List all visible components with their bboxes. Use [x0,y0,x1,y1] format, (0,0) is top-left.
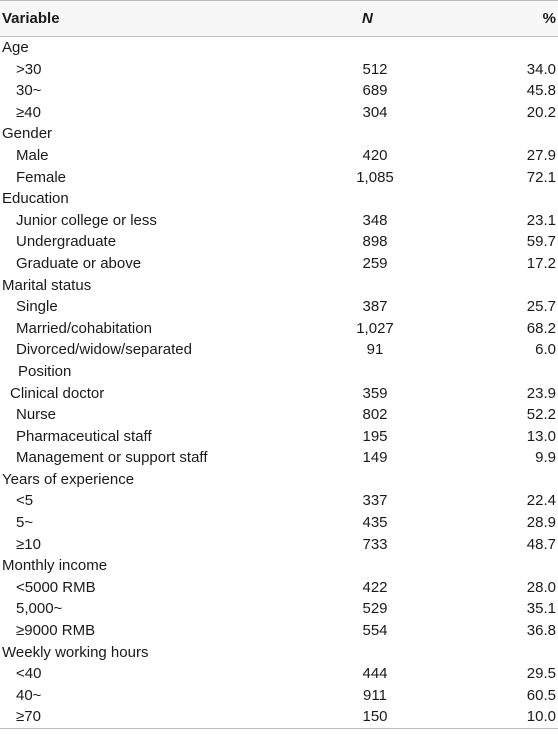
table-row [0,620,558,642]
row-n: 149 [362,449,388,467]
row-n: 444 [362,665,388,683]
row-label: Weekly working hours [2,643,149,661]
row-label: Age [2,39,29,56]
row-percent: 20.2 [526,103,556,121]
row-n: 337 [362,492,388,510]
row-n: 733 [362,535,388,553]
table-row [0,188,558,210]
row-label: Graduate or above [16,254,142,272]
row-n: 348 [362,211,388,229]
row-n: 529 [362,600,388,618]
row-n: 1,085 [356,168,394,186]
row-label: Male [16,146,49,164]
row-label: ≥40 [16,103,41,121]
table-row [0,231,558,253]
header-variable: Variable [2,10,60,27]
row-label: Nurse [16,406,57,424]
row-percent: 23.9 [526,384,556,402]
table-row [0,145,558,167]
row-percent: 36.8 [526,622,556,640]
row-percent: 68.2 [526,319,556,337]
table-row [0,685,558,707]
row-percent: 10.0 [526,708,556,726]
table-row [0,275,558,297]
row-label: 40~ [16,686,42,704]
row-label: Junior college or less [16,211,157,229]
table-row [0,80,558,102]
row-label: 5~ [16,514,34,532]
table-row [0,123,558,145]
row-label: 5,000~ [16,600,63,618]
table-row [0,426,558,448]
row-n: 898 [362,233,388,251]
row-percent: 59.7 [526,233,556,251]
row-percent: 27.9 [526,146,556,164]
table-row [0,296,558,318]
row-label: Married/cohabitation [16,319,152,337]
row-label: Undergraduate [16,233,117,251]
row-percent: 17.2 [526,254,556,272]
header-percent: % [542,10,556,27]
row-label: Pharmaceutical staff [16,427,152,445]
row-percent: 28.0 [526,578,556,596]
table-row [0,490,558,512]
row-percent: 45.8 [526,82,556,100]
table-row [0,383,558,405]
table-row [0,555,558,577]
table-row [0,469,558,491]
row-percent: 35.1 [526,600,556,618]
table-row [0,598,558,620]
row-percent: 52.2 [526,406,556,424]
row-n: 422 [362,578,388,596]
row-n: 512 [362,60,388,78]
row-label: >30 [16,60,42,78]
table-row [0,210,558,232]
row-label: Marital status [2,276,92,294]
row-label: Divorced/widow/separated [16,341,192,359]
row-label: Female [16,168,67,186]
row-percent: 60.5 [526,686,556,704]
table-row [0,642,558,664]
row-percent: 34.0 [526,60,556,78]
table-row [0,361,558,383]
row-label: ≥70 [16,708,41,726]
table-row [0,663,558,685]
row-label: <5000 RMB [16,578,96,596]
row-n: 420 [362,146,388,164]
row-label: <40 [16,665,42,683]
row-n: 304 [362,103,388,121]
row-percent: 22.4 [526,492,556,510]
row-label: Years of experience [2,470,135,488]
row-n: 554 [362,622,388,640]
row-label: ≥9000 RMB [16,622,96,640]
row-label: ≥10 [16,535,41,553]
row-label: Single [16,298,58,316]
row-percent: 25.7 [526,298,556,316]
table-row [0,706,558,728]
row-n: 259 [362,254,388,272]
row-label: Education [2,190,69,208]
row-percent: 6.0 [535,341,556,359]
row-n: 911 [363,686,387,704]
row-label: Management or support staff [16,449,208,467]
row-percent: 29.5 [526,665,556,683]
row-label: Gender [2,125,53,143]
row-label: Position [18,362,72,380]
row-label: Monthly income [2,557,108,575]
table-header [0,0,558,37]
row-percent: 9.9 [535,449,556,467]
row-label: 30~ [16,82,42,100]
table-row [0,102,558,124]
header-n: N [362,10,373,27]
row-percent: 48.7 [526,535,556,553]
table-row [0,404,558,426]
row-percent: 13.0 [526,427,556,445]
row-n: 802 [362,406,388,424]
row-percent: 28.9 [526,514,556,532]
row-n: 195 [362,427,388,445]
row-n: 435 [362,514,388,532]
table-row [0,318,558,340]
row-label: <5 [16,492,34,510]
row-n: 689 [362,82,388,100]
table-row [0,512,558,534]
table-row [0,59,558,81]
table-row [0,534,558,556]
row-n: 387 [362,298,388,316]
table-body [0,37,558,729]
table-row [0,577,558,599]
row-n: 150 [362,708,388,726]
table-row [0,167,558,189]
row-label: Clinical doctor [10,384,105,402]
row-n: 359 [362,384,388,402]
table-row [0,339,558,361]
row-percent: 23.1 [526,211,556,229]
table-row [0,447,558,469]
table-row [0,253,558,275]
row-n: 91 [366,341,384,359]
row-percent: 72.1 [526,168,556,186]
row-n: 1,027 [356,319,394,337]
table-row [0,37,558,59]
